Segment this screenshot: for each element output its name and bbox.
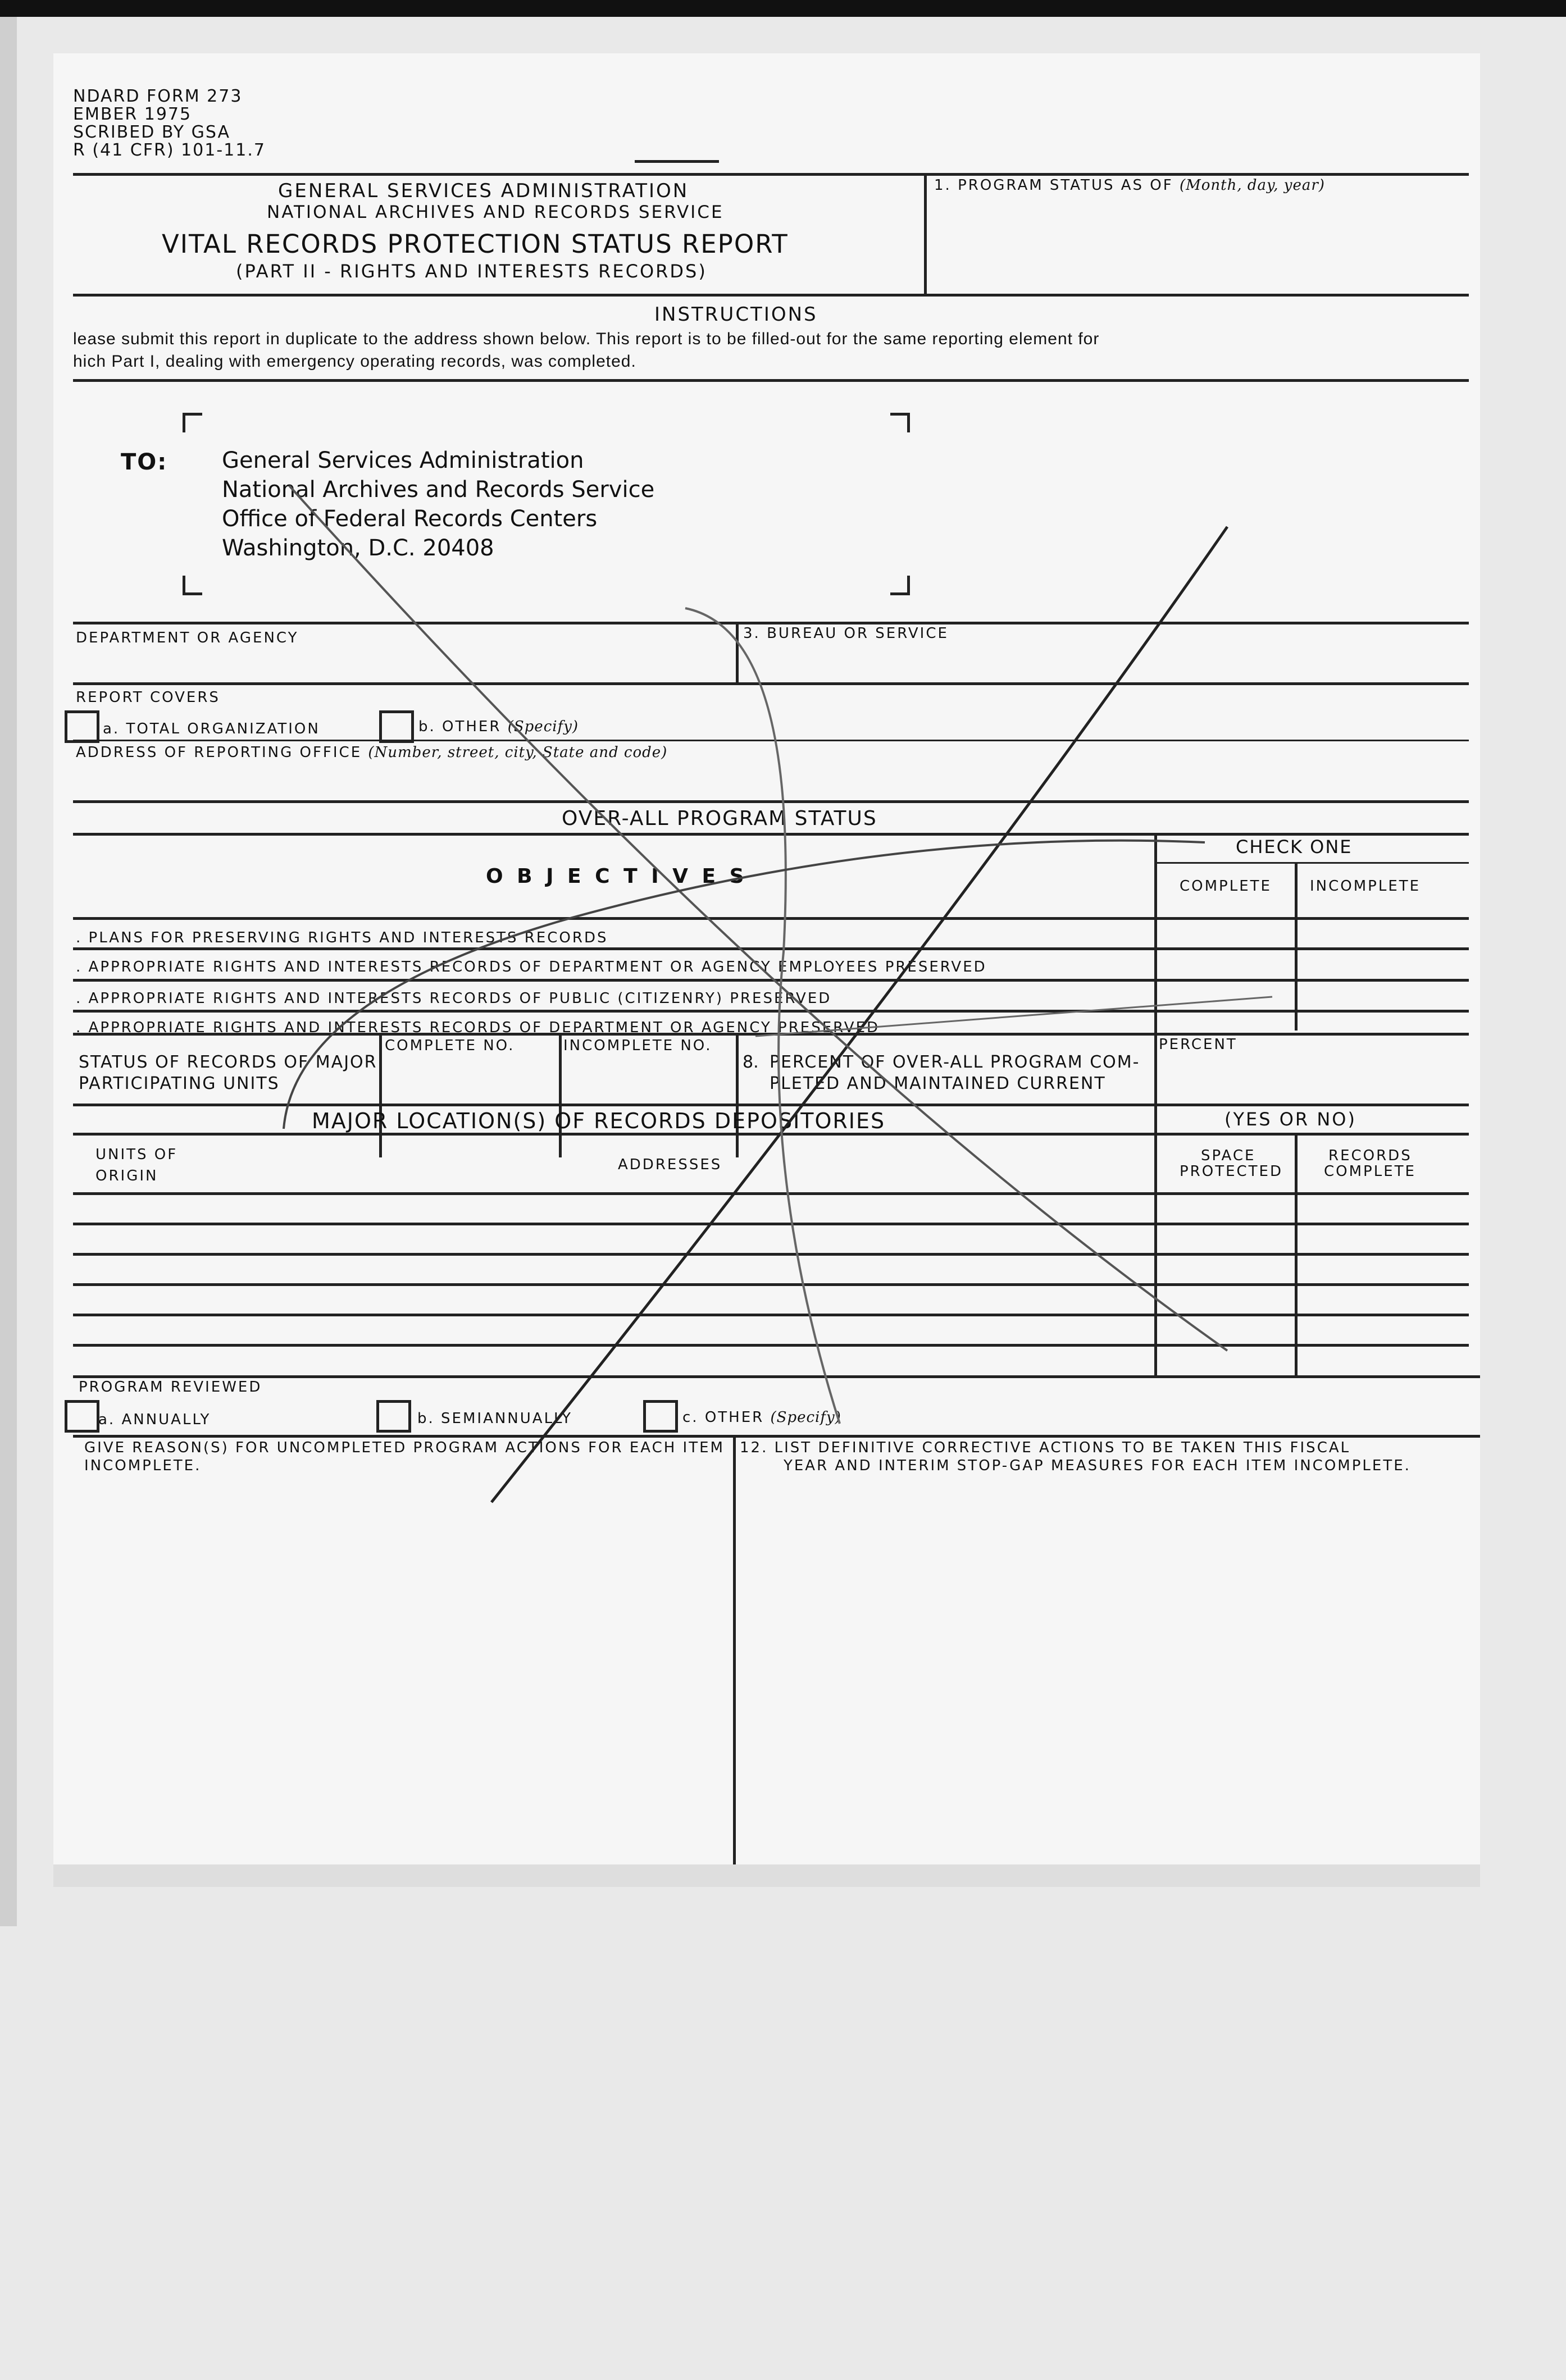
semiannually-label: b. SEMIANNUALLY	[417, 1410, 572, 1427]
corner-mark-bottom-left	[183, 576, 202, 595]
form-date: EMBER 1975	[73, 104, 192, 124]
objectives-label: O B J E C T I V E S	[486, 865, 748, 888]
objective-4-label: . APPROPRIATE RIGHTS AND INTERESTS RECORDS OF DEPARTMENT OR AGENCY PRESERVED	[76, 1019, 880, 1036]
percent-number: 8.	[743, 1052, 759, 1072]
units-divider-1	[379, 1033, 382, 1157]
yes-no-label: (YES OR NO)	[1224, 1109, 1356, 1130]
other-review-label: c. OTHER (Specify)	[682, 1409, 841, 1426]
depository-row-rule-3	[73, 1253, 1469, 1256]
corner-mark-top-right	[890, 413, 910, 432]
reasons-divider	[733, 1435, 736, 1867]
depositories-top-rule	[73, 1104, 1469, 1106]
incomplete-column-label: INCOMPLETE	[1310, 878, 1421, 895]
check-column-mid	[1295, 862, 1298, 1031]
other-organization-label: b. OTHER (Specify)	[418, 718, 579, 735]
percent-label-line-2: PLETED AND MAINTAINED CURRENT	[770, 1074, 1106, 1093]
scan-border-top	[0, 0, 1566, 17]
vital-records-form	[53, 53, 1480, 1887]
program-status-top-rule	[73, 800, 1469, 803]
other-review-checkbox[interactable]	[643, 1400, 678, 1433]
curved-stroke	[685, 608, 840, 1424]
department-top-rule	[73, 622, 1469, 624]
status-units-line-1: STATUS OF RECORDS OF MAJOR	[79, 1052, 377, 1072]
department-label: DEPARTMENT OR AGENCY	[76, 630, 299, 646]
objective-rule-0	[73, 917, 1469, 920]
instructions-bottom-rule	[73, 379, 1469, 382]
depository-row-rule-1	[73, 1192, 1469, 1195]
report-covers-top-rule	[73, 682, 1469, 685]
objective-3-label: . APPROPRIATE RIGHTS AND INTERESTS RECORDS OF PUBLIC (CITIZENRY) PRESERVED	[76, 990, 832, 1007]
department-divider	[736, 622, 739, 682]
depositories-heading: MAJOR LOCATION(S) OF RECORDS DEPOSITORIES	[312, 1109, 886, 1133]
check-one-label: CHECK ONE	[1236, 836, 1353, 858]
reasons-top-rule	[73, 1435, 1480, 1438]
corner-mark-bottom-right	[890, 576, 910, 595]
report-covers-label: REPORT COVERS	[76, 689, 220, 706]
objective-2-label: . APPROPRIATE RIGHTS AND INTERESTS RECORDS OF DEPARTMENT OR AGENCY EMPLOYEES PRESERVED	[76, 959, 987, 975]
status-units-line-2: PARTICIPATING UNITS	[79, 1074, 280, 1093]
percent-label: PERCENT	[1159, 1036, 1237, 1053]
form-regulation: R (41 CFR) 101-11.7	[73, 140, 266, 160]
to-label: TO:	[121, 449, 168, 475]
corrective-label-line-2: YEAR AND INTERIM STOP-GAP MEASURES FOR EACH ITEM INCOMPLETE.	[784, 1457, 1411, 1474]
form-prescribed: SCRIBED BY GSA	[73, 122, 231, 142]
bureau-label: 3. BUREAU OR SERVICE	[743, 625, 949, 642]
depositories-heading-rule	[73, 1133, 1469, 1136]
total-organization-label: a. TOTAL ORGANIZATION	[103, 721, 320, 737]
address-office-label: ADDRESS OF REPORTING OFFICE (Number, street, city, State and code)	[76, 744, 668, 761]
agency-name: GENERAL SERVICES ADMINISTRATION	[278, 180, 689, 202]
service-name: NATIONAL ARCHIVES AND RECORDS SERVICE	[267, 202, 724, 222]
check-one-rule	[1154, 862, 1469, 864]
units-of-origin-line-1: UNITS OF	[95, 1146, 178, 1163]
objective-rule-4	[73, 1033, 1469, 1036]
form-number: NDARD FORM 273	[73, 86, 243, 106]
space-protected-line-1: SPACE	[1201, 1147, 1256, 1164]
instructions-line-1: lease submit this report in duplicate to the address shown below. This report is to be filled-out for the same reporting element for	[73, 330, 1100, 348]
complete-no-label: COMPLETE NO.	[385, 1037, 515, 1054]
space-protected-line-2: PROTECTED	[1180, 1163, 1283, 1180]
header-top-rule	[73, 173, 1469, 176]
complete-column-label: COMPLETE	[1180, 878, 1272, 895]
depository-row-rule-4	[73, 1283, 1469, 1286]
header-divider	[924, 173, 927, 294]
reasons-label-line-1: GIVE REASON(S) FOR UNCOMPLETED PROGRAM ACTIONS FOR EACH ITEM	[84, 1439, 725, 1456]
program-status-heading-rule	[73, 833, 1469, 836]
reasons-label-line-2: INCOMPLETE.	[84, 1457, 202, 1474]
top-mark	[635, 160, 719, 163]
instructions-line-2: hich Part I, dealing with emergency operating records, was completed.	[73, 352, 636, 371]
instructions-heading: INSTRUCTIONS	[654, 303, 818, 326]
objective-rule-1	[73, 947, 1469, 950]
address-line-4: Washington, D.C. 20408	[222, 535, 494, 561]
percent-label-line-1: PERCENT OF OVER-ALL PROGRAM COM-	[770, 1052, 1140, 1072]
annually-checkbox[interactable]	[65, 1400, 99, 1433]
semiannually-checkbox[interactable]	[376, 1400, 411, 1433]
depository-row-rule-6	[73, 1344, 1469, 1347]
address-line-1: General Services Administration	[222, 448, 584, 473]
incomplete-no-label: INCOMPLETE NO.	[563, 1037, 712, 1054]
address-office-top-rule	[73, 740, 1469, 741]
depository-row-rule-2	[73, 1223, 1469, 1225]
report-subtitle: (PART II - RIGHTS AND INTERESTS RECORDS)	[236, 261, 707, 282]
other-organization-checkbox[interactable]	[379, 710, 414, 743]
scan-border-left	[0, 17, 17, 1926]
units-of-origin-line-2: ORIGIN	[95, 1168, 158, 1184]
report-title: VITAL RECORDS PROTECTION STATUS REPORT	[162, 229, 789, 259]
objective-1-label: . PLANS FOR PRESERVING RIGHTS AND INTERESTS RECORDS	[76, 929, 608, 946]
depository-row-rule-7	[73, 1375, 1480, 1378]
corner-mark-top-left	[183, 413, 202, 432]
address-line-3: Office of Federal Records Centers	[222, 506, 598, 532]
program-status-label: 1. PROGRAM STATUS AS OF (Month, day, year)	[934, 177, 1325, 194]
program-status-hint: (Month, day, year)	[1179, 177, 1325, 194]
cross-stroke-long	[491, 527, 1227, 1502]
records-complete-line-2: COMPLETE	[1324, 1163, 1416, 1180]
program-reviewed-label: PROGRAM REVIEWED	[79, 1379, 262, 1396]
instructions-top-rule	[73, 294, 1469, 297]
units-divider-2	[559, 1033, 562, 1157]
units-divider-3	[736, 1033, 739, 1157]
addresses-label: ADDRESSES	[618, 1156, 722, 1173]
total-organization-checkbox[interactable]	[65, 710, 99, 743]
objective-rule-3	[73, 1010, 1469, 1013]
objective-rule-2	[73, 979, 1469, 982]
corrective-label-line-1: 12. LIST DEFINITIVE CORRECTIVE ACTIONS TO BE TAKEN THIS FISCAL	[740, 1439, 1351, 1456]
program-status-heading: OVER-ALL PROGRAM STATUS	[562, 807, 877, 830]
annually-label: a. ANNUALLY	[98, 1411, 211, 1428]
address-line-2: National Archives and Records Service	[222, 477, 655, 503]
depository-row-rule-5	[73, 1314, 1469, 1316]
records-complete-line-1: RECORDS	[1328, 1147, 1412, 1164]
